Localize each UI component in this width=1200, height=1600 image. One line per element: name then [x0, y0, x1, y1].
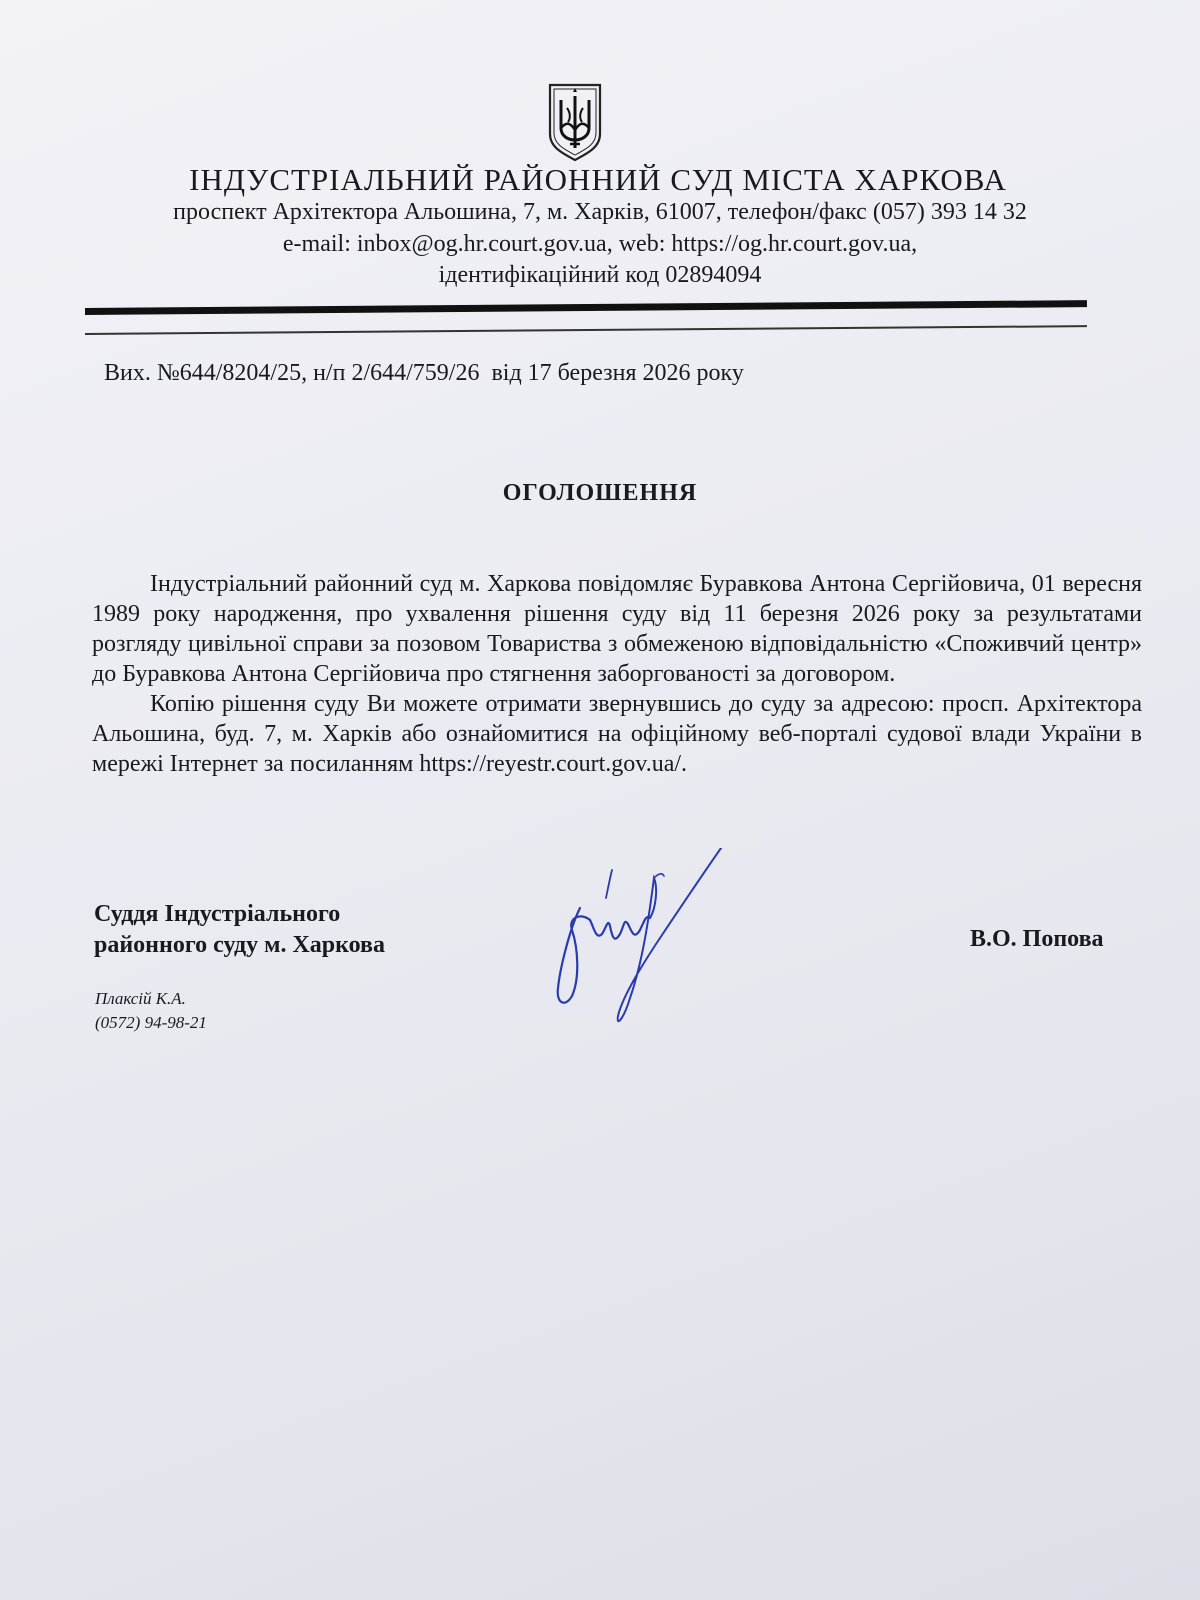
executor-info — [95, 987, 207, 1035]
signer-title-line-2: районного суду м. Харкова — [94, 932, 385, 958]
executor-name: Плаксій К.А. — [95, 989, 186, 1008]
court-contacts: e-mail: inbox@og.hr.court.gov.ua, web: https://og.hr.court.gov.ua, — [282, 231, 918, 257]
court-id-code: ідентифікаційний код 02894094 — [438, 262, 762, 288]
executor-phone: (0572) 94-98-21 — [95, 1013, 207, 1032]
header-divider-thin — [85, 325, 1087, 334]
court-name: ІНДУСТРІАЛЬНИЙ РАЙОННИЙ СУД МІСТА ХАРКОВА — [189, 162, 1007, 197]
header-divider-thick — [85, 300, 1087, 315]
coat-of-arms-icon — [546, 82, 604, 162]
body-paragraph-2: Копію рішення суду Ви можете отримати звернувшись до суду за адресою: просп. Архітектора Альошина, буд. 7, м. Харків або ознайомитися на офіційному веб-порталі судової влади України в мережі Інтернет за посиланням https://reyestr.court.gov.ua/. — [92, 691, 1142, 777]
body-paragraph-1: Індустріальний районний суд м. Харкова повідомляє Буравкова Антона Сергійовича, 01 вересня 1989 року народження, про ухвалення рішення суду від 11 березня 2026 року за результатами розгляду цивільної справи за позовом Товариства з обмеженою відповідальністю «Споживчий центр» до Буравкова Антона Сергійовича про стягнення заборгованості за договором. — [92, 571, 1142, 687]
outgoing-number: Вих. №644/8204/25, н/п 2/644/759/26 від 17 березня 2026 року — [104, 360, 744, 386]
signer-title-line-1: Суддя Індустріального — [94, 901, 341, 927]
document-title: ОГОЛОШЕННЯ — [502, 480, 698, 506]
court-address: проспект Архітектора Альошина, 7, м. Харків, 61007, телефон/факс (057) 393 14 32 — [173, 199, 1027, 225]
document-body — [92, 569, 1142, 779]
judge-name: В.О. Попова — [970, 926, 1104, 952]
signer-title — [94, 899, 385, 961]
handwritten-signature — [550, 848, 750, 1048]
